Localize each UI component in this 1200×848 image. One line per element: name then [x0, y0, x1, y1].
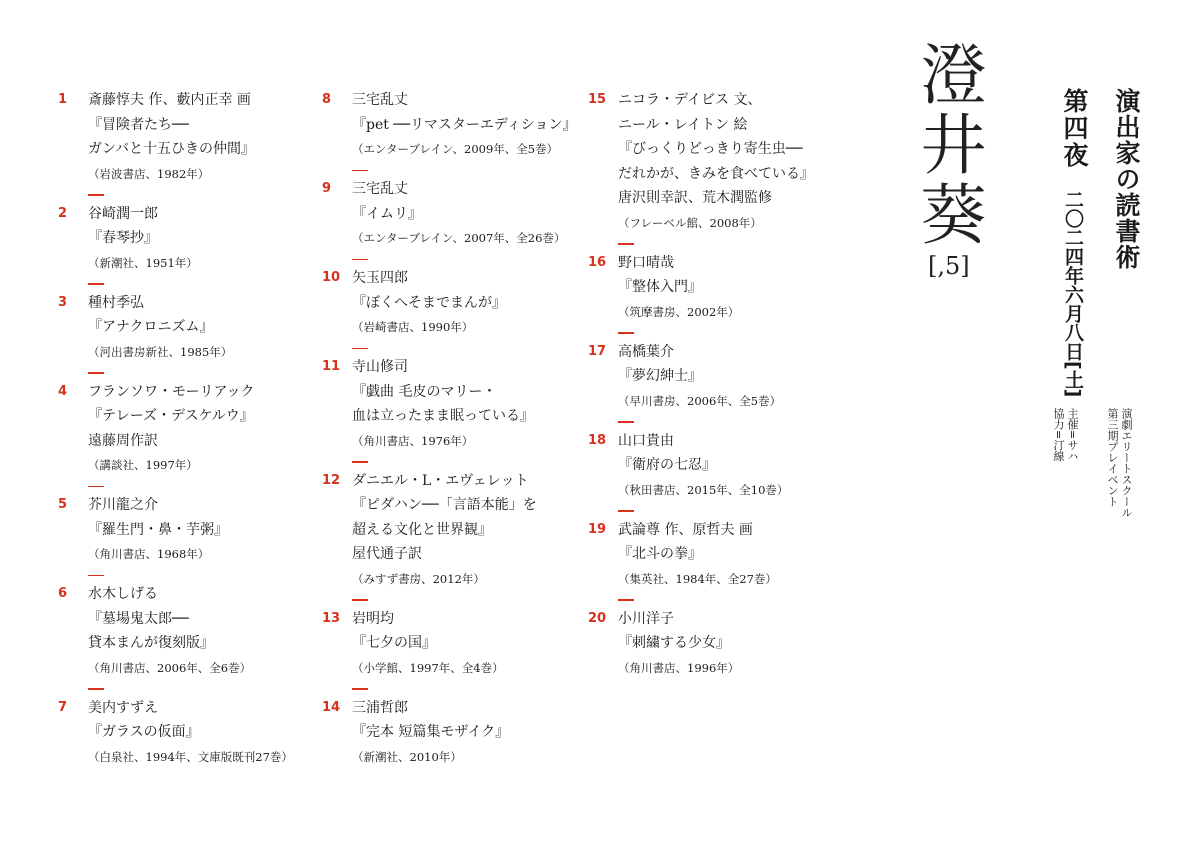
entry-number: 10 — [322, 270, 341, 285]
entry-text-line: 種村季弘 — [88, 294, 144, 311]
book-entry — [322, 355, 562, 463]
entry-number: 15 — [588, 92, 607, 107]
entry-text-line: 美内すずえ — [88, 699, 159, 716]
entry-text-line: 三浦哲郎 — [352, 699, 408, 716]
publication-info: （角川書店、1976年） — [352, 433, 474, 448]
entry-divider — [88, 486, 104, 488]
entry-divider — [88, 194, 104, 196]
entry-text-line: 『テレーズ・デスケルウ』 — [88, 408, 254, 424]
entry-text-line: 『ぼくへそまでまんが』 — [352, 294, 506, 311]
credit-line: 主催=サハ — [1066, 408, 1079, 462]
entry-text-line: ガンバと十五ひきの仲間』 — [88, 141, 256, 157]
entry-text-line: 『ピダハン──「言語本能」を — [352, 497, 537, 513]
night-label: 第四夜 — [1060, 88, 1089, 169]
entry-text-line: 山口貴由 — [618, 432, 674, 449]
publication-info: （エンターブレイン、2009年、全5巻） — [352, 142, 559, 156]
entry-divider — [618, 421, 634, 423]
book-entry — [58, 582, 298, 690]
entry-number: 12 — [322, 472, 341, 488]
book-entry — [58, 493, 298, 576]
entry-text-line: 『北斗の拳』 — [618, 546, 702, 562]
entry-text-line: 高橋葉介 — [618, 343, 674, 360]
entry-number: 8 — [322, 92, 332, 107]
entry-text-line: 遠藤周作訳 — [88, 432, 158, 449]
entry-text-line: 武論尊 作、原哲夫 画 — [618, 521, 753, 538]
entry-text-line: 唐沢則幸訳、荒木潤監修 — [618, 190, 772, 206]
entry-divider — [88, 688, 104, 690]
entry-divider — [618, 510, 634, 512]
entry-divider — [618, 243, 634, 245]
entry-divider — [352, 461, 368, 463]
entry-text-line: 『ガラスの仮面』 — [88, 724, 200, 740]
entry-text-line: 水木しげる — [88, 586, 158, 602]
entry-text-line: 矢玉四郎 — [352, 270, 408, 286]
speaker-name: 澄井葵 — [909, 40, 986, 250]
publication-info: （新潮社、1951年） — [88, 255, 198, 270]
publication-info: （新潮社、2010年） — [352, 749, 462, 764]
publication-info: （秋田書店、2015年、全10巻） — [618, 482, 789, 497]
entry-number: 4 — [58, 383, 68, 399]
entry-text-line: 野口晴哉 — [618, 254, 674, 271]
entry-text-line: 『刺繍する少女』 — [618, 635, 730, 651]
entry-number: 1 — [58, 92, 68, 107]
book-entry — [588, 518, 828, 601]
entry-text-line: 小川洋子 — [618, 610, 674, 627]
entry-text-line: 岩明均 — [352, 610, 394, 627]
book-entry — [58, 696, 298, 770]
publication-info: （小学館、1997年、全4巻） — [352, 660, 504, 675]
book-entry — [58, 88, 298, 196]
entry-divider — [352, 348, 368, 350]
entry-number: 11 — [322, 359, 341, 374]
credit-line: 演劇エリートスクール — [1120, 408, 1133, 518]
publication-info: （岩崎書店、1990年） — [352, 320, 474, 334]
entry-number: 20 — [588, 610, 607, 626]
entry-divider — [618, 599, 634, 601]
entry-text-line: ニコラ・デイビス 文、 — [618, 92, 762, 108]
entry-text-line: 屋代通子訳 — [352, 546, 422, 562]
publication-info: （白泉社、1994年、文庫版既刊27巻） — [88, 749, 293, 764]
book-entry — [322, 88, 577, 171]
entry-number: 9 — [322, 181, 332, 196]
entry-text-line: 斎藤惇夫 作、藪内正幸 画 — [88, 92, 251, 108]
entry-text-line: だれかが、きみを食べている』 — [618, 165, 814, 182]
entry-text-line: ニール・レイトン 絵 — [618, 116, 748, 133]
entry-text-line: 寺山修司 — [352, 359, 408, 375]
book-list-column-2 — [322, 88, 577, 769]
entry-divider — [88, 372, 104, 374]
entry-text-line: 血は立ったまま眠っている』 — [352, 408, 534, 424]
book-entry — [58, 202, 298, 285]
book-list-column-1 — [58, 88, 298, 769]
entry-divider — [618, 332, 634, 334]
publication-info: （講談社、1997年） — [88, 458, 198, 472]
book-entry — [588, 429, 828, 512]
entry-text-line: 『夢幻紳士』 — [618, 368, 702, 384]
series-title: 演出家の読書術 — [1112, 88, 1141, 270]
entry-text-line: ダニエル・L・エヴェレット — [352, 472, 529, 489]
entry-text-line: 『整体入門』 — [618, 279, 702, 295]
publication-info: （角川書店、2006年、全6巻） — [88, 660, 252, 675]
entry-text-line: 『七夕の国』 — [352, 635, 436, 651]
book-entry — [588, 607, 828, 681]
entry-number: 5 — [58, 497, 68, 512]
book-entry — [58, 291, 298, 374]
entry-divider — [352, 599, 368, 601]
entry-text-line: 三宅乱丈 — [352, 181, 408, 197]
publication-info: （岩波書店、1982年） — [88, 166, 210, 181]
entry-text-line: 『春琴抄』 — [88, 230, 158, 246]
entry-text-line: 『イムリ』 — [352, 205, 422, 222]
entry-number: 6 — [58, 586, 68, 601]
publication-info: （早川書房、2006年、全5巻） — [618, 393, 782, 408]
credit-line: 第三期プレイベント — [1106, 408, 1119, 507]
publication-info: （エンターブレイン、2007年、全26巻） — [352, 231, 566, 245]
entry-number: 16 — [588, 254, 607, 270]
entry-text-line: フランソワ・モーリアック — [88, 383, 255, 400]
book-entry — [322, 266, 562, 349]
credit-line: 協力=汀線 — [1052, 408, 1065, 462]
entry-divider — [352, 170, 368, 172]
entry-divider — [88, 575, 104, 577]
publication-info: （角川書店、1996年） — [618, 660, 740, 675]
entry-text-line: 三宅乱丈 — [352, 92, 408, 108]
publication-info: （河出書房新社、1985年） — [88, 344, 233, 359]
publication-info: （筑摩書房、2002年） — [618, 304, 740, 319]
book-entry — [322, 469, 562, 601]
entry-text-line: 谷崎潤一郎 — [88, 205, 158, 222]
entry-text-line: 『アナクロニズム』 — [88, 319, 214, 335]
entry-text-line: 『完本 短篇集モザイク』 — [352, 724, 510, 740]
event-date: 二〇二四年六月八日[土] — [1062, 190, 1084, 398]
book-entry — [58, 380, 298, 488]
book-entry — [322, 607, 562, 690]
publication-info: （みすず書房、2012年） — [352, 571, 485, 586]
entry-divider — [352, 688, 368, 690]
book-entry — [322, 696, 562, 770]
book-entry — [322, 177, 566, 260]
entry-number: 3 — [58, 294, 68, 310]
publication-info: （フレーベル館、2008年） — [618, 215, 762, 230]
entry-text-line: 『冒険者たち── — [88, 116, 189, 133]
publication-info: （集英社、1984年、全27巻） — [618, 571, 777, 586]
entry-text-line: 『びっくりどっきり寄生虫── — [618, 141, 803, 157]
entry-text-line: 貸本まんが復刻版』 — [88, 635, 214, 651]
entry-text-line: 『墓場鬼太郎── — [88, 610, 189, 627]
entry-number: 19 — [588, 521, 607, 537]
entry-text-line: 『pet ──リマスターエディション』 — [352, 116, 577, 133]
entry-text-line: 『戯曲 毛皮のマリー・ — [352, 383, 497, 400]
book-list-column-3 — [588, 88, 828, 680]
entry-number: 2 — [58, 205, 68, 221]
book-entry — [588, 251, 828, 334]
entry-text-line: 『衛府の七忍』 — [618, 457, 716, 473]
entry-number: 13 — [322, 610, 341, 626]
entry-divider — [352, 259, 368, 261]
speaker-count: [,5] — [928, 252, 970, 280]
entry-text-line: 『羅生門・鼻・芋粥』 — [88, 521, 228, 538]
book-entry — [588, 340, 828, 423]
entry-text-line: 芥川龍之介 — [88, 497, 158, 513]
entry-number: 14 — [322, 699, 341, 715]
publication-info: （角川書店、1968年） — [88, 547, 210, 561]
entry-divider — [88, 283, 104, 285]
entry-number: 7 — [58, 699, 68, 715]
entry-number: 17 — [588, 343, 607, 359]
entry-number: 18 — [588, 432, 607, 448]
entry-text-line: 超える文化と世界観』 — [352, 521, 492, 538]
book-entry — [588, 88, 828, 245]
